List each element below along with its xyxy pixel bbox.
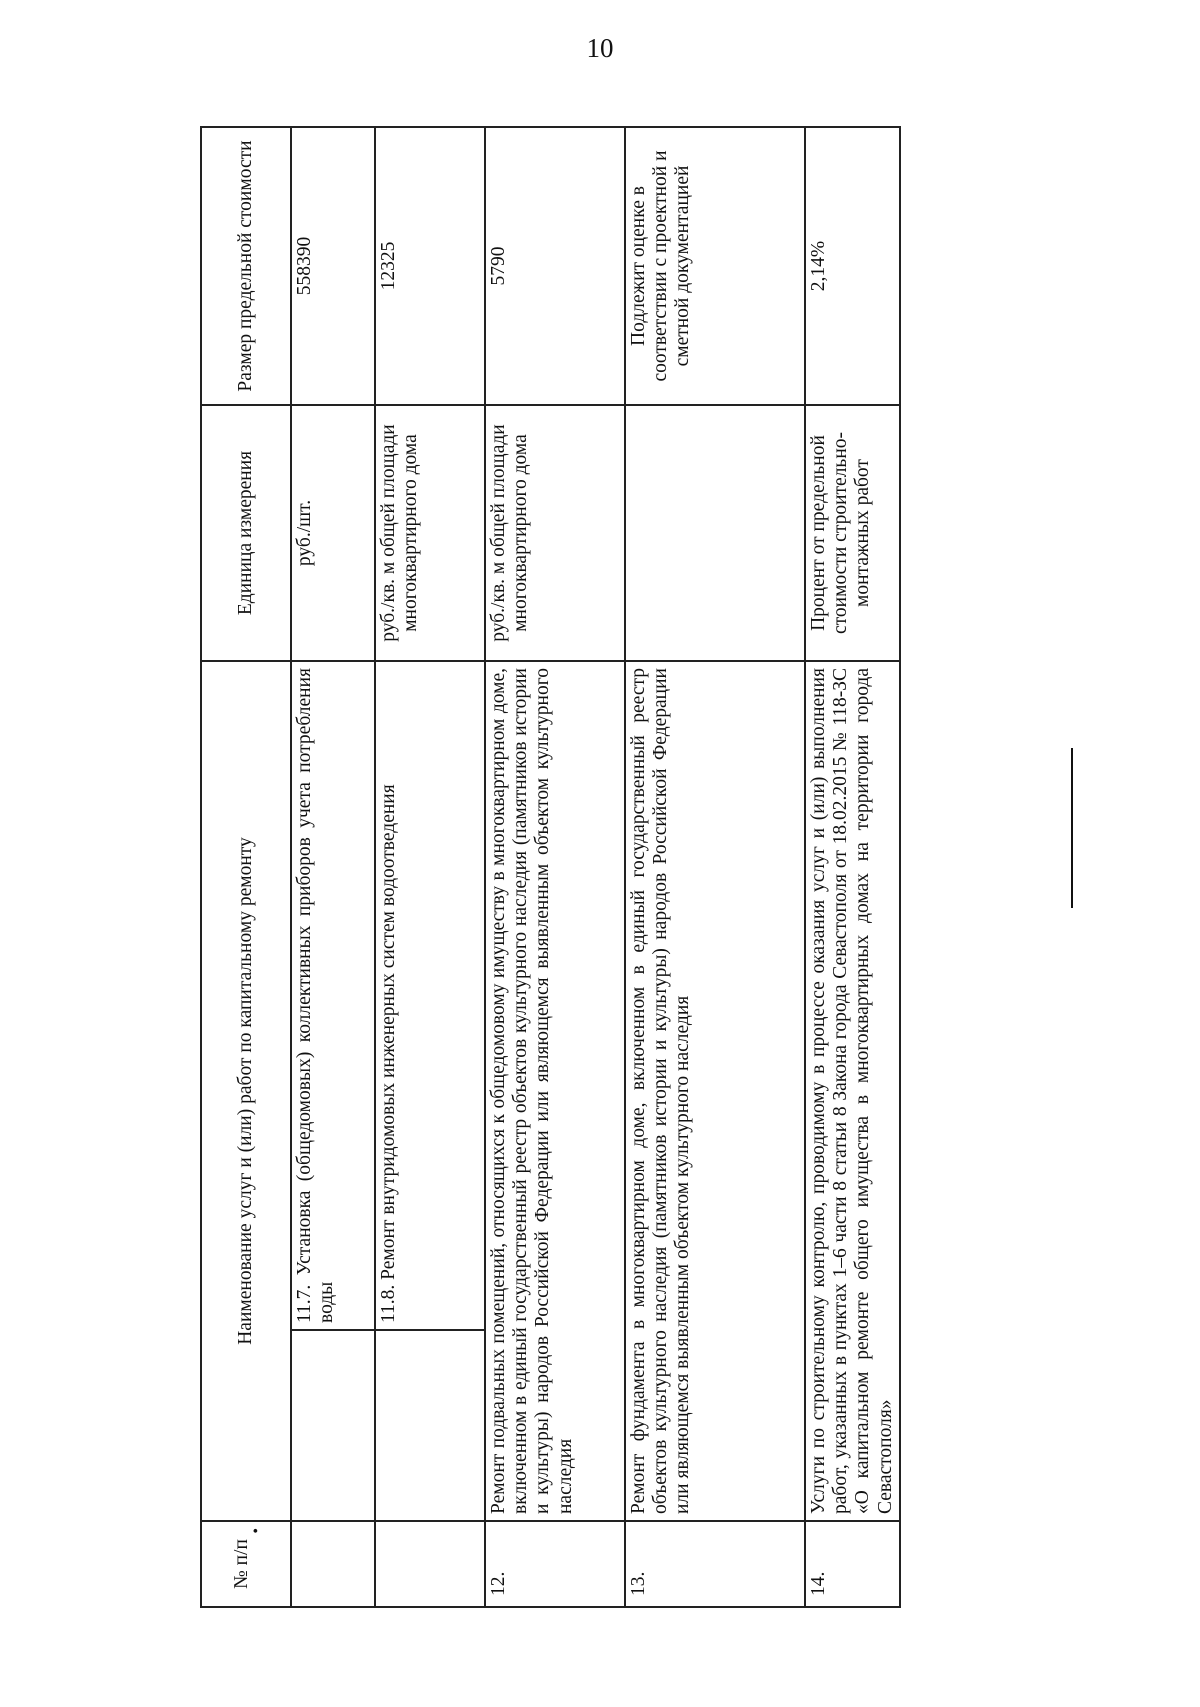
row-13-cost: Подлежит оценке в соответствии с проектной и сметной документацией [625, 127, 805, 405]
row-13-name: Ремонт фундамента в многоквартирном доме, включенном в единый государственный реестр объектов культурного наследия (памятников истории и культуры) народов Российской Федерации или являющемся выявленным объектом культурного наследия [625, 661, 805, 1521]
page-number: 10 [586, 33, 614, 63]
row-11-7-unit: руб./шт. [291, 405, 375, 661]
table-row [291, 127, 375, 1607]
row-11-8-name-cell [375, 661, 485, 1521]
row-11-8-subtable [376, 662, 484, 1520]
row-11-8-name: 11.8. Ремонт внутридомовых инженерных систем водоотведения [376, 662, 484, 1330]
row-13-unit [625, 405, 805, 661]
row-14-unit: Процент от предельной стоимости строительно-монтажных работ [805, 405, 900, 661]
table-row [375, 127, 485, 1607]
table-row [485, 127, 625, 1607]
table-row [625, 127, 805, 1607]
header-num-text: № п/п [230, 1539, 252, 1589]
row-11-7-num [291, 1521, 375, 1607]
row-11-7-subtable [292, 662, 374, 1520]
row-11-8-num [375, 1521, 485, 1607]
header-cost: Размер предельной стоимости [201, 127, 291, 405]
row-11-7-name: 11.7. Установка (общедомовых) коллективных приборов учета потребления воды [292, 662, 374, 1330]
cost-table [200, 126, 901, 1608]
row-11-8-cost: 12325 [375, 127, 485, 405]
row-12-num: 12. [485, 1521, 625, 1607]
row-14-num: 14. [805, 1521, 900, 1607]
table-row [805, 127, 900, 1607]
header-unit: Единица измерения [201, 405, 291, 661]
row-11-7-cost: 558390 [291, 127, 375, 405]
row-13-num: 13. [625, 1521, 805, 1607]
row-14-cost: 2,14% [805, 127, 900, 405]
row-14-name: Услуги по строительному контролю, проводимому в процессе оказания услуг и (или) выполнения работ, указанных в пунктах 1–6 части 8 статьи 8 Закона города Севастополя от 18.02.2015 № 118-ЗС «О капитальном ремонте общего имущества в многоквартирных домах на территории города Севастополя» [805, 661, 900, 1521]
table-header-row [201, 127, 291, 1607]
header-num [201, 1521, 291, 1607]
row-11-8-unit: руб./кв. м общей площади многоквартирного дома [375, 405, 485, 661]
row-11-7-blank-cell [292, 1330, 374, 1520]
end-separator-line [1071, 748, 1073, 908]
row-12-name: Ремонт подвальных помещений, относящихся к общедомовому имуществу в многоквартирном доме, включенном в единый государственный реестр объектов культурного наследия (памятников истории и культуры) народов Российской Федерации или являющемся выявленным объектом культурного наследия [485, 661, 625, 1521]
rotated-table-container [200, 128, 896, 1608]
row-12-cost: 5790 [485, 127, 625, 405]
stray-dot: • [248, 1528, 266, 1534]
header-name: Наименование услуг и (или) работ по капитальному ремонту [201, 661, 291, 1521]
row-11-8-blank-cell [376, 1330, 484, 1520]
row-11-7-name-cell [291, 661, 375, 1521]
row-12-unit: руб./кв. м общей площади многоквартирного дома [485, 405, 625, 661]
